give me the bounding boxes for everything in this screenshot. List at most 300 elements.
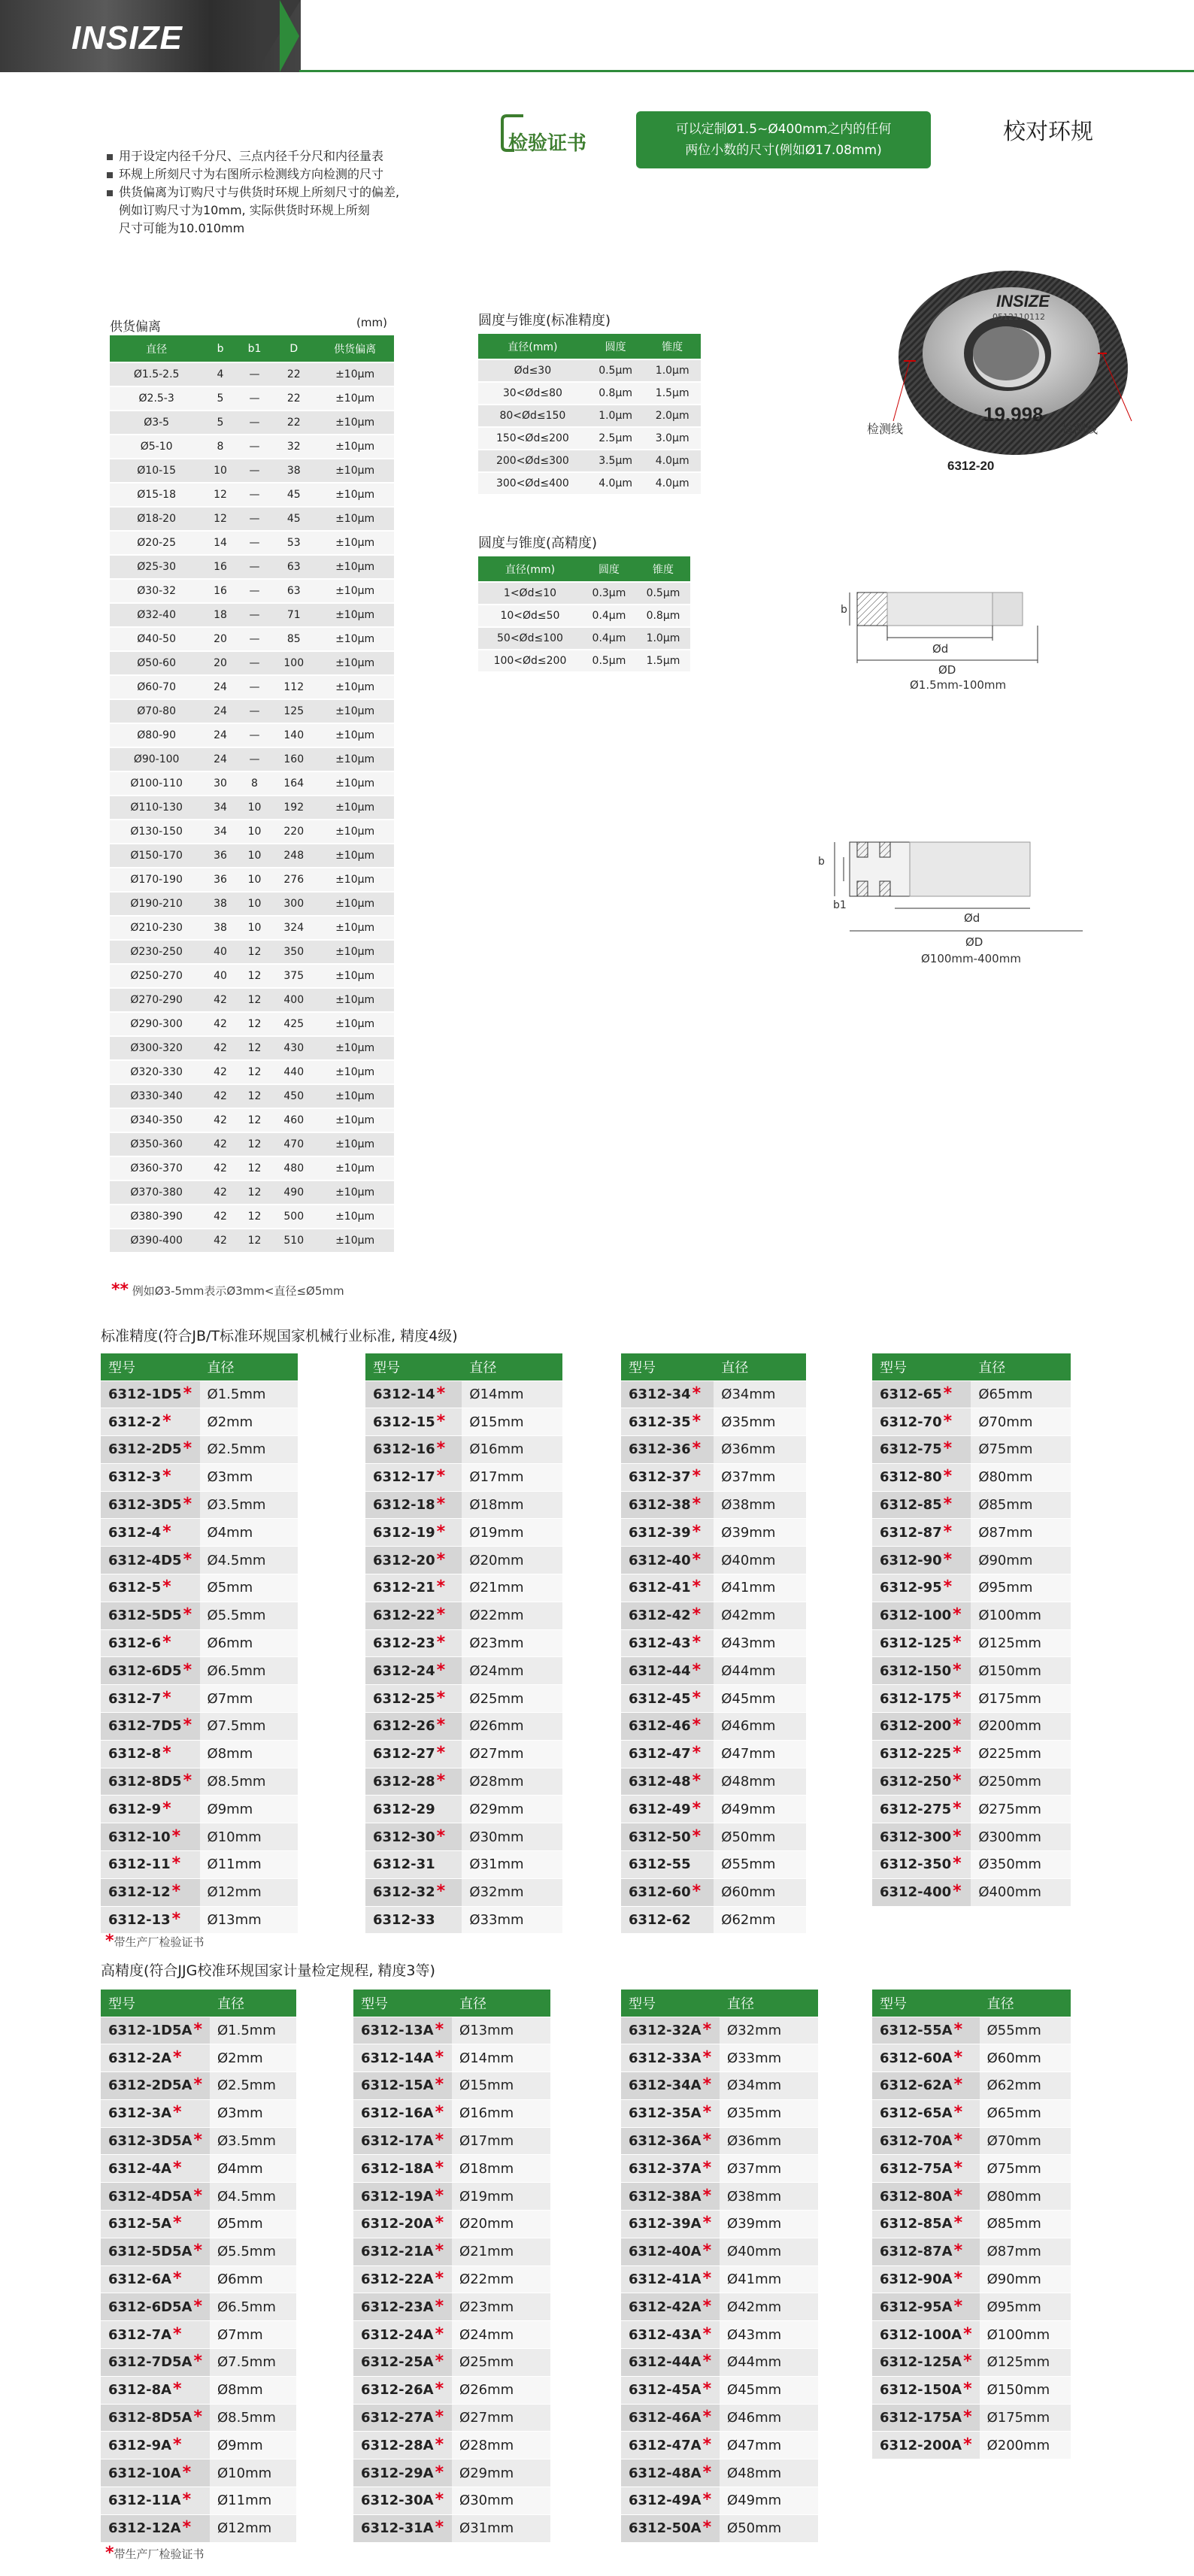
- diameter-cell: Ø49mm: [720, 2487, 818, 2515]
- table-cell: 12: [203, 507, 237, 531]
- model-cell: [621, 1463, 714, 1491]
- model-cell: [872, 1408, 971, 1436]
- model-table: [621, 1353, 806, 1934]
- model-cell: [353, 2459, 452, 2487]
- model-number: 6312-275: [880, 1801, 952, 1817]
- column-header: 直径: [200, 1353, 298, 1380]
- model-number: 6312-80: [880, 1469, 942, 1486]
- diagram-range: Ø1.5mm-100mm: [910, 678, 1007, 692]
- table-row: [110, 386, 394, 411]
- ring-diagram-large: [805, 827, 1105, 993]
- table-cell: 63: [271, 579, 316, 603]
- model-cell: [365, 1685, 462, 1713]
- table-cell: 2.5μm: [587, 427, 644, 450]
- model-number: 6312-7A: [108, 2326, 172, 2343]
- model-cell: [101, 2487, 210, 2515]
- diameter-cell: Ø41mm: [720, 2265, 818, 2293]
- table-row: [621, 1878, 806, 1906]
- diameter-cell: Ø39mm: [720, 2211, 818, 2238]
- diameter-cell: Ø175mm: [980, 2404, 1071, 2432]
- model-number: 6312-20A: [361, 2216, 434, 2232]
- table-row: [110, 844, 394, 868]
- table-cell: Ø380-390: [110, 1205, 203, 1229]
- diameter-cell: Ø1.5mm: [200, 1380, 298, 1408]
- certificate-mark: *: [171, 1854, 181, 1874]
- table-cell: 12: [238, 1132, 271, 1156]
- certificate-mark: *: [943, 1550, 953, 1569]
- model-number: 6312-47A: [629, 2437, 702, 2453]
- model-cell: [101, 2127, 210, 2155]
- diagram-range: Ø100mm-400mm: [921, 952, 1021, 965]
- table-cell: ±10μm: [316, 892, 394, 916]
- table-cell: 350: [271, 940, 316, 964]
- model-number: 6312-14: [373, 1386, 435, 1402]
- model-cell: [353, 2321, 452, 2349]
- diameter-cell: Ø28mm: [462, 1768, 562, 1796]
- table-cell: 16: [203, 555, 237, 579]
- diameter-cell: Ø6mm: [210, 2265, 296, 2293]
- certificate-mark: *: [953, 1633, 962, 1653]
- table-row: [365, 1796, 562, 1823]
- table-cell: —: [238, 603, 271, 627]
- model-cell: [621, 2238, 720, 2265]
- diameter-cell: Ø31mm: [452, 2514, 550, 2542]
- model-number: 6312-95A: [880, 2299, 953, 2315]
- table-cell: ±10μm: [316, 723, 394, 747]
- table-cell: ±10μm: [316, 1229, 394, 1253]
- table-cell: 12: [203, 483, 237, 507]
- table-row: [101, 1796, 298, 1823]
- diameter-cell: Ø80mm: [980, 2183, 1071, 2211]
- table-cell: —: [238, 483, 271, 507]
- certificate-mark: *: [943, 1411, 953, 1431]
- table-row: [621, 2514, 818, 2542]
- table-cell: Ø330-340: [110, 1084, 203, 1108]
- certificate-mark: *: [692, 1826, 702, 1846]
- header-rule: [299, 70, 1194, 72]
- model-number: 6312-60A: [880, 2050, 953, 2066]
- table-cell: 34: [203, 820, 237, 844]
- certificate-mark: *: [193, 2296, 203, 2316]
- table-row: [353, 2432, 550, 2459]
- diameter-cell: Ø70mm: [971, 1408, 1071, 1436]
- table-cell: —: [238, 699, 271, 723]
- table-cell: 63: [271, 555, 316, 579]
- model-number: 6312-125A: [880, 2354, 962, 2371]
- table-row: [872, 2376, 1071, 2404]
- diameter-cell: Ø24mm: [462, 1657, 562, 1685]
- table-cell: 22: [271, 362, 316, 386]
- model-number: 6312-55A: [880, 2022, 953, 2038]
- model-cell: [872, 1685, 971, 1713]
- table-cell: 12: [238, 1036, 271, 1060]
- table-cell: 24: [203, 699, 237, 723]
- table-row: [101, 2404, 296, 2432]
- model-cell: [353, 2099, 452, 2127]
- model-number: 6312-150: [880, 1662, 952, 1679]
- table-row: [621, 1574, 806, 1602]
- column-header: 直径: [714, 1353, 806, 1380]
- diameter-cell: Ø45mm: [720, 2376, 818, 2404]
- model-number: 6312-12: [108, 1884, 171, 1901]
- table-cell: 12: [238, 1229, 271, 1253]
- table-row: [110, 796, 394, 820]
- bullet-icon: [107, 172, 113, 178]
- table-row: [621, 1602, 806, 1629]
- model-cell: [621, 1436, 714, 1464]
- table-cell: 2.0μm: [644, 405, 701, 427]
- model-number: 6312-62A: [880, 2077, 953, 2094]
- certificate-mark: *: [943, 1522, 953, 1541]
- diameter-cell: Ø12mm: [200, 1878, 298, 1906]
- diameter-cell: Ø5.5mm: [200, 1602, 298, 1629]
- diameter-cell: Ø43mm: [720, 2321, 818, 2349]
- table-cell: 38: [203, 892, 237, 916]
- table-cell: Ø270-290: [110, 988, 203, 1012]
- tol-high-table: [478, 556, 690, 673]
- table-cell: 300: [271, 892, 316, 916]
- model-number: 6312-27: [373, 1746, 435, 1762]
- certificate-mark: *: [193, 2131, 203, 2150]
- table-row: [101, 2127, 296, 2155]
- diameter-cell: Ø45mm: [714, 1685, 806, 1713]
- diameter-cell: Ø95mm: [980, 2293, 1071, 2321]
- model-cell: [621, 1547, 714, 1574]
- model-number: 6312-34A: [629, 2077, 702, 2094]
- certificate-mark: *: [702, 2490, 712, 2510]
- table-cell: —: [238, 411, 271, 435]
- table-row: [478, 359, 701, 382]
- model-table: [353, 1990, 550, 2543]
- table-row: [101, 1519, 298, 1547]
- model-number: 6312-1D5: [108, 1386, 182, 1402]
- model-number: 6312-19: [373, 1524, 435, 1541]
- table-cell: 12: [238, 988, 271, 1012]
- model-cell: [621, 2321, 720, 2349]
- diameter-cell: Ø21mm: [452, 2238, 550, 2265]
- model-cell: [872, 1796, 971, 1823]
- table-row: [621, 1768, 806, 1796]
- certificate-mark: *: [173, 2047, 182, 2067]
- model-cell: [101, 2155, 210, 2183]
- table-cell: —: [238, 675, 271, 699]
- model-number: 6312-55: [629, 1856, 691, 1873]
- diameter-cell: Ø60mm: [980, 2044, 1071, 2072]
- table-row: [110, 868, 394, 892]
- model-number: 6312-175A: [880, 2410, 962, 2426]
- diameter-cell: Ø47mm: [720, 2432, 818, 2459]
- model-number: 6312-31A: [361, 2520, 434, 2537]
- table-cell: Ø50-60: [110, 651, 203, 675]
- column-header: 直径: [110, 335, 203, 362]
- diameter-cell: Ø26mm: [452, 2376, 550, 2404]
- certificate-mark: *: [436, 1771, 446, 1791]
- model-number: 6312-43: [629, 1635, 691, 1652]
- model-cell: [353, 2183, 452, 2211]
- table-cell: 4.0μm: [587, 472, 644, 495]
- model-cell: [621, 2487, 720, 2515]
- bullet-item: 环规上所刻尺寸为右图所示检测线方向检测的尺寸: [107, 165, 528, 183]
- diameter-cell: Ø75mm: [971, 1436, 1071, 1464]
- dim-b: b: [818, 856, 825, 868]
- model-cell: [365, 1574, 462, 1602]
- table-cell: ±10μm: [316, 988, 394, 1012]
- table-row: [101, 2293, 296, 2321]
- table-cell: Ø230-250: [110, 940, 203, 964]
- diameter-cell: Ø200mm: [980, 2432, 1071, 2459]
- model-cell: [353, 2487, 452, 2515]
- standard-title: 标准精度(符合JB/T标准环规国家机械行业标准, 精度4级): [101, 1328, 458, 1344]
- table-row: [110, 555, 394, 579]
- model-number: 6312-10A: [108, 2465, 181, 2481]
- model-number: 6312-48A: [629, 2465, 702, 2481]
- certificate-mark: *: [702, 2296, 712, 2316]
- dim-b1: b1: [833, 899, 847, 911]
- table-row: [101, 2487, 296, 2515]
- diameter-cell: Ø90mm: [971, 1547, 1071, 1574]
- table-row: [872, 1768, 1071, 1796]
- certificate-mark: *: [702, 2269, 712, 2289]
- diameter-cell: Ø7.5mm: [200, 1713, 298, 1741]
- diameter-cell: Ø6mm: [200, 1629, 298, 1657]
- model-cell: [872, 2321, 980, 2349]
- table-row: [621, 1657, 806, 1685]
- model-number: 6312-60: [629, 1884, 691, 1901]
- table-row: [353, 2183, 550, 2211]
- diameter-cell: Ø2.5mm: [200, 1436, 298, 1464]
- table-row: [101, 2459, 296, 2487]
- table-row: [872, 1796, 1071, 1823]
- certificate-mark: *: [692, 1605, 702, 1625]
- diameter-cell: Ø95mm: [971, 1574, 1071, 1602]
- model-number: 6312-38A: [629, 2188, 702, 2205]
- diameter-cell: Ø27mm: [462, 1740, 562, 1768]
- table-cell: 36: [203, 868, 237, 892]
- model-cell: [872, 2238, 980, 2265]
- certificate-mark: *: [436, 1495, 446, 1514]
- diameter-cell: Ø15mm: [452, 2072, 550, 2100]
- diameter-cell: Ø7.5mm: [210, 2349, 296, 2377]
- model-number: 6312-6D5: [108, 1662, 182, 1679]
- certificate-mark: *: [173, 2158, 182, 2177]
- diameter-cell: Ø100mm: [971, 1602, 1071, 1629]
- certificate-mark: *: [171, 1910, 181, 1929]
- table-row: [365, 1574, 562, 1602]
- certificate-mark: *: [435, 2462, 444, 2482]
- table-row: [101, 2072, 296, 2100]
- certificate-mark: *: [173, 2269, 182, 2289]
- model-number: 6312-29: [373, 1801, 435, 1817]
- certificate-mark: *: [953, 2075, 963, 2095]
- table-row: [621, 1823, 806, 1851]
- table-cell: 12: [238, 1205, 271, 1229]
- table-row: [872, 1740, 1071, 1768]
- model-cell: [621, 1602, 714, 1629]
- model-number: 6312-5D5: [108, 1608, 182, 1624]
- high-title: 高精度(符合JJG校准环规国家计量检定规程, 精度3等): [101, 1962, 435, 1979]
- table-row: [621, 1408, 806, 1436]
- model-number: 6312-45A: [629, 2382, 702, 2399]
- diameter-cell: Ø55mm: [980, 2017, 1071, 2044]
- table-row: [621, 2293, 818, 2321]
- model-number: 6312-26A: [361, 2382, 434, 2399]
- certificate-mark: *: [702, 2047, 712, 2067]
- certificate-mark: *: [435, 2241, 444, 2261]
- table-cell: ±10μm: [316, 796, 394, 820]
- table-row: [365, 1408, 562, 1436]
- diameter-cell: Ø4mm: [210, 2155, 296, 2183]
- model-cell: [101, 2293, 210, 2321]
- table-row: [872, 1713, 1071, 1741]
- table-row: [621, 2459, 818, 2487]
- table-cell: 14: [203, 531, 237, 555]
- table-cell: 5: [203, 411, 237, 435]
- table-cell: 375: [271, 964, 316, 988]
- certificate-mark: *: [436, 1439, 446, 1459]
- diameter-cell: Ø60mm: [714, 1878, 806, 1906]
- model-cell: [101, 1547, 200, 1574]
- model-cell: [101, 2459, 210, 2487]
- diameter-cell: Ø29mm: [452, 2459, 550, 2487]
- model-cell: [365, 1436, 462, 1464]
- diameter-cell: Ø3mm: [210, 2099, 296, 2127]
- table-cell: 160: [271, 747, 316, 771]
- table-cell: —: [238, 459, 271, 483]
- table-cell: ±10μm: [316, 699, 394, 723]
- certificate-mark: *: [435, 2435, 444, 2454]
- table-row: [872, 2183, 1071, 2211]
- model-number: 6312-46: [629, 1718, 691, 1735]
- column-header: 型号: [872, 1353, 971, 1380]
- table-cell: ±10μm: [316, 627, 394, 651]
- diameter-cell: Ø46mm: [714, 1713, 806, 1741]
- model-cell: [101, 1740, 200, 1768]
- table-row: [621, 1851, 806, 1879]
- diameter-cell: Ø37mm: [714, 1463, 806, 1491]
- table-cell: 53: [271, 531, 316, 555]
- model-cell: [872, 1519, 971, 1547]
- table-cell: 12: [238, 1060, 271, 1084]
- table-row: [101, 2321, 296, 2349]
- column-header: 圆度: [587, 334, 644, 359]
- table-row: [110, 723, 394, 747]
- certificate-mark: *: [963, 2435, 972, 2454]
- table-row: [872, 1629, 1071, 1657]
- model-cell: [353, 2404, 452, 2432]
- table-cell: 71: [271, 603, 316, 627]
- table-row: [478, 405, 701, 427]
- table-cell: 42: [203, 1132, 237, 1156]
- certificate-mark: *: [953, 2269, 963, 2289]
- model-number: 6312-250: [880, 1774, 952, 1790]
- diameter-cell: Ø225mm: [971, 1740, 1071, 1768]
- certificate-mark: *: [436, 1411, 446, 1431]
- table-row: [110, 362, 394, 386]
- model-number: 6312-15: [373, 1414, 435, 1430]
- model-number: 6312-75A: [880, 2160, 953, 2177]
- diameter-cell: Ø125mm: [971, 1629, 1071, 1657]
- model-cell: [872, 2127, 980, 2155]
- model-number: 6312-4A: [108, 2160, 172, 2177]
- model-cell: [621, 2127, 720, 2155]
- table-cell: ±10μm: [316, 555, 394, 579]
- diameter-cell: Ø9mm: [200, 1796, 298, 1823]
- diameter-cell: Ø28mm: [452, 2432, 550, 2459]
- table-row: [872, 2321, 1071, 2349]
- table-row: [110, 435, 394, 459]
- model-number: 6312-32A: [629, 2022, 702, 2038]
- model-number: 6312-15A: [361, 2077, 434, 2094]
- table-cell: 12: [238, 1108, 271, 1132]
- model-cell: [101, 2211, 210, 2238]
- model-cell: [101, 1463, 200, 1491]
- table-row: [101, 1851, 298, 1879]
- model-cell: [872, 1436, 971, 1464]
- table-row: [872, 1851, 1071, 1879]
- model-cell: [353, 2293, 452, 2321]
- table-row: [110, 579, 394, 603]
- table-row: [101, 1878, 298, 1906]
- model-table: [621, 1990, 818, 2543]
- model-cell: [621, 1408, 714, 1436]
- model-number: 6312-35: [629, 1414, 691, 1430]
- model-cell: [621, 1657, 714, 1685]
- model-number: 6312-62: [629, 1912, 691, 1929]
- model-number: 6312-8: [108, 1746, 162, 1762]
- model-cell: [365, 1547, 462, 1574]
- table-cell: 42: [203, 1036, 237, 1060]
- diameter-cell: Ø10mm: [200, 1823, 298, 1851]
- table-row: [872, 1380, 1071, 1408]
- column-header: 直径: [971, 1353, 1071, 1380]
- certificate-mark: *: [173, 2103, 182, 2123]
- tol-high-title: 圆度与锥度(高精度): [478, 535, 598, 551]
- table-cell: 164: [271, 771, 316, 796]
- certificate-mark: *: [943, 1495, 953, 1514]
- certificate-mark: *: [692, 1439, 702, 1459]
- model-number: 6312-2D5: [108, 1441, 182, 1458]
- certificate-mark: *: [692, 1716, 702, 1735]
- table-cell: 24: [203, 747, 237, 771]
- diameter-cell: Ø6.5mm: [200, 1657, 298, 1685]
- model-number: 6312-11A: [108, 2493, 181, 2509]
- certificate-mark: *: [193, 2075, 203, 2095]
- model-cell: [621, 2293, 720, 2321]
- table-row: [872, 2211, 1071, 2238]
- model-number: 6312-6A: [108, 2271, 172, 2288]
- model-number: 6312-36A: [629, 2133, 702, 2150]
- table-cell: 12: [238, 1084, 271, 1108]
- table-cell: 4.0μm: [644, 450, 701, 472]
- certificate-mark: *: [435, 2103, 444, 2123]
- model-number: 6312-40: [629, 1552, 691, 1568]
- model-cell: [872, 1574, 971, 1602]
- dim-b: b: [841, 604, 847, 616]
- model-cell: [101, 1491, 200, 1519]
- model-number: 6312-44A: [629, 2354, 702, 2371]
- diameter-cell: Ø85mm: [971, 1491, 1071, 1519]
- table-row: [101, 1547, 298, 1574]
- certificate-mark: *: [702, 2408, 712, 2427]
- table-cell: —: [238, 627, 271, 651]
- model-cell: [353, 2265, 452, 2293]
- bullet-continuation: 尺寸可能为10.010mm: [119, 221, 245, 235]
- diameter-cell: Ø34mm: [720, 2072, 818, 2100]
- model-number: 6312-5D5A: [108, 2244, 192, 2260]
- certificate-mark: *: [435, 2408, 444, 2427]
- diameter-cell: Ø175mm: [971, 1685, 1071, 1713]
- model-cell: [872, 1463, 971, 1491]
